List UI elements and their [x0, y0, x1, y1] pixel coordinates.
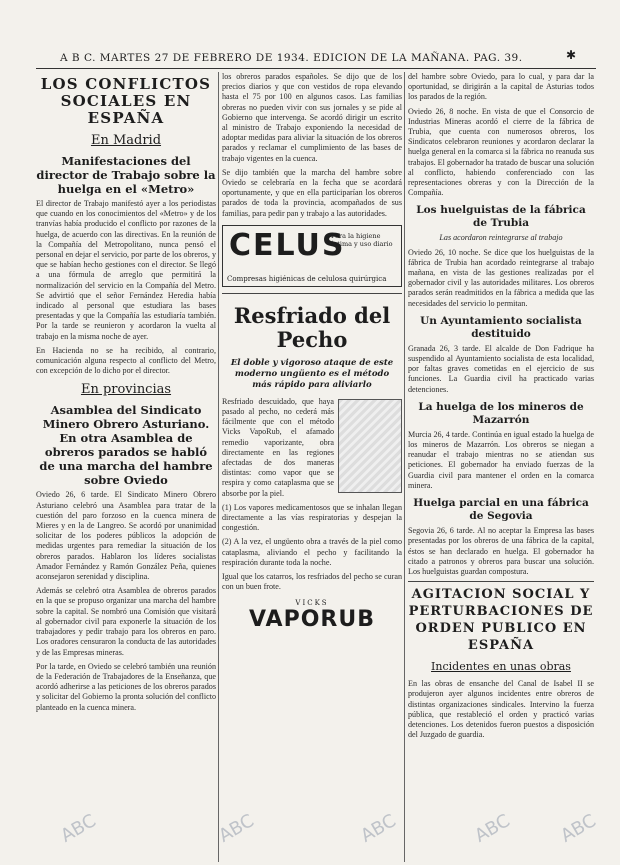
celus-footer: Compresas higiénicas de celulosa quirúrgica: [227, 274, 387, 283]
article-paragraph: Oviedo 26, 10 noche. Se dice que los huelguistas de la fábrica de Trubia han acordado reintegrarse al trabajo mañana, en vista de las gestiones realizadas por el gobernador civil y las autoridades militares. Los obreros parados serán readmitidos en la fábrica a medida que las necesidades del servicio lo permitan.: [408, 247, 594, 308]
vaporub-brand: VAPORUB: [249, 606, 375, 632]
page-header: A B C. MARTES 27 DE FEBRERO DE 1934. EDICION DE LA MAÑANA. PAG. 39.: [60, 52, 523, 64]
vicks-brand-small: VICKS: [295, 598, 329, 607]
subhead-segovia-strike: Huelga parcial en una fábrica de Segovia: [413, 497, 589, 523]
article-paragraph: Por la tarde, en Oviedo se celebró también una reunión de la Federación de Trabajadores de la Enseñanza, que acordó adherirse a las peticiones de los obreros parados y solicitar del Gobierno la pronta solución del conflicto planteado en la cuenca minera.: [36, 661, 216, 712]
column-rule-1: [218, 72, 219, 862]
article-paragraph: En Hacienda no se ha recibido, al contrario, comunicación alguna respecto al conflicto del Metro, con excepción de lo dicho por el director.: [36, 345, 216, 376]
fold-mark: ✱: [566, 48, 577, 62]
subhead-mazarron-strike: La huelga de los mineros de Mazarrón: [418, 400, 584, 426]
celus-advertisement: [222, 225, 402, 287]
subhead-trubia-secondary: Las acordaron reintegrarse al trabajo: [439, 233, 563, 243]
article-paragraph: Se dijo también que la marcha del hambre sobre Oviedo se celebraría en la fecha que se acordará oportunamente, y que en ella participarían los obreros parados de toda la provincia, acompañados de sus familias, para pedir pan y trabajo a las autoridades.: [222, 167, 402, 218]
sick-person-illustration: [338, 399, 402, 493]
section-madrid: En Madrid: [90, 133, 162, 148]
headline-social-conflicts: LOS CONFLICTOS SOCIALES EN ESPAÑA: [40, 75, 212, 127]
celus-logo: CELUS: [229, 227, 346, 263]
ad-paragraph: (2) A la vez, el ungüento obra a través de la piel como cataplasma, aliviando el pecho y facilitando la respiración durante toda la noche.: [222, 537, 402, 567]
article-paragraph: Granada 26, 3 tarde. El alcalde de Don Fadrique ha suspendido al Ayuntamiento socialista de esta localidad, por faltas graves cometidas en el ejercicio de sus funciones. La Guardia civil ha practicado varias detenciones.: [408, 343, 594, 394]
celus-tagline: Para la higiene íntima y uso diario: [331, 231, 393, 248]
column-3: [408, 72, 594, 862]
ad-paragraph: (1) Los vapores medicamentosos que se inhalan llegan directamente a las vías respiratorias y despejan la congestión.: [222, 502, 402, 533]
watermark: ABC: [57, 810, 100, 847]
subhead-metro-strike: Manifestaciones del director de Trabajo sobre la huelga en el «Metro»: [36, 154, 216, 196]
subhead-trubia-strikers: Los huelguistas de la fábrica de Trubia: [416, 204, 586, 230]
article-paragraph: En las obras de ensanche del Canal de Isabel II se produjeron ayer algunos incidentes entre obreros de distintas organizaciones sindicales. Intervino la fuerza pública, que restableció el orden y practicó varias detenciones. Los detenidos fueron puestos a disposición del Juzgado de guardia.: [408, 679, 594, 740]
vicks-ad-subtitle: El doble y vigoroso ataque de este moderno ungüento es el método más rápido para aliviarlo: [230, 357, 394, 390]
article-paragraph: del hambre sobre Oviedo, para lo cual, y para dar la oportunidad, se dirigirán a la capital de Asturias todos los parados de la región.: [408, 72, 594, 102]
vicks-ad-title: Resfriado del Pecho: [233, 302, 391, 352]
subhead-incidents: Incidentes en unas obras: [431, 660, 571, 674]
article-paragraph: los obreros parados españoles. Se dijo que de los precios diarios y que con vestidos de ropa elevando hasta el 75 por 100 en algunos casos. Las familias obreras no pueden vivir con sus jornales y se pide al Gobierno que intervenga. Se acordó dirigir un escrito al ministro de Trabajo exponiendo la necesidad de adoptar medidas para aliviar la situación de los obreros parados y reclamar el cumplimiento de las bases de trabajo vigentes en la cuenca.: [222, 72, 402, 163]
article-paragraph: Oviedo 26, 8 noche. En vista de que el Consorcio de Industrias Mineras acordó el cierre de la fábrica de Trubia, que cuenta con numerosos obreros, los Sindicatos celebraron reuniones y acordaron declarar la huelga general en la comarca si la fábrica no reanuda sus trabajos. El gobernador ha tratado de buscar una solución al conflicto, habiendo conferenciado con las representaciones obreras y con la Dirección de la Compañía.: [408, 106, 594, 198]
section-provinces: En provincias: [80, 382, 172, 398]
subhead-council: Un Ayuntamiento socialista destituido: [420, 314, 582, 340]
ad-paragraph: Igual que los catarros, los resfriados del pecho se curan con un buen frote.: [222, 572, 402, 592]
ad-paragraph: Resfriado descuidado, que haya pasado al pecho, no cederá más fácilmente que con el método Vicks VapoRub, el afamado remedio vaporizante, obra directamente en las regiones afectadas de dos maneras distintas: como vapor que se respira y como cataplasma que se absorbe por la piel.: [222, 396, 334, 498]
watermark: ABC: [471, 810, 514, 847]
headline-social-agitation: AGITACION SOCIAL Y PERTURBACIONES DE ORDEN PUBLICO EN ESPAÑA: [408, 581, 594, 654]
watermark: ABC: [557, 810, 600, 847]
article-paragraph: El director de Trabajo manifestó ayer a los periodistas que cuando en los conocimientos del «Metro» y de los tranvías había producido el conflicto por razones de la huelga, de acuerdo con las directivas. En la reunión de la Compañía del Metropolitano, nunca pensó el personal en dejar el servicio, por parte de los obreros, y que se habían hecho gestiones con el director. Se llegó a una fórmula de arreglo que permitirá la normalización del servicio en la Compañía del Metro. Se advirtió que el señor Fernández Heredia había indicado al personal que estudiara las bases presentadas y que la Compañía las estudiaría también. Por la tarde se reunieron y acordaron la vuelta al trabajo en la misma noche de ayer.: [36, 199, 216, 341]
column-1: [36, 72, 216, 862]
article-paragraph: Además se celebró otra Asamblea de obreros parados en la que se propuso organizar una marcha del hambre sobre la capital. Se nombró una Comisión que visitará al gobernador civil para exponerle la situación de los trabajadores y pedir trabajo para los obreros en paro. Los oradores censuraron la conducta de las autoridades y de las Empresas mineras.: [36, 586, 216, 657]
watermark: ABC: [357, 810, 400, 847]
column-rule-2: [404, 72, 405, 862]
column-2: [222, 72, 402, 862]
subhead-miners-assembly: Asamblea del Sindicato Minero Obrero Asturiano. En otra Asamblea de obreros parados se habló de una marcha del hambre sobre Oviedo: [39, 403, 213, 488]
header-rule: [36, 68, 596, 69]
article-paragraph: Murcia 26, 4 tarde. Continúa en igual estado la huelga de los mineros de Mazarrón. Los obreros se niegan a reanudar el trabajo mientras no se atiendan sus peticiones. El gobernador ha enviado fuerzas de la Guardia civil para mantener el orden en la comarca minera.: [408, 429, 594, 490]
article-paragraph: Segovia 26, 6 tarde. Al no aceptar la Empresa las bases presentadas por los obreros de una fábrica de la capital, éstos se han declarado en huelga. El gobernador ha citado a patronos y obreros para buscar una solución. Los huelguistas guardan compostura.: [408, 526, 594, 576]
watermark: ABC: [215, 810, 258, 847]
vicks-advertisement: [222, 293, 402, 632]
article-paragraph: Oviedo 26, 6 tarde. El Sindicato Minero Obrero Asturiano celebró una Asamblea para tratar de la cuestión del paro forzoso en la cuenca minera de Mieres y en la de Langreo. Se acordó por unanimidad solicitar de los poderes públicos la adopción de medidas urgentes para remediar la situación de los obreros parados. Hablaron los líderes socialistas Amador Fernández y Ramón González Peña, quienes aconsejaron serenidad y disciplina.: [36, 490, 216, 582]
